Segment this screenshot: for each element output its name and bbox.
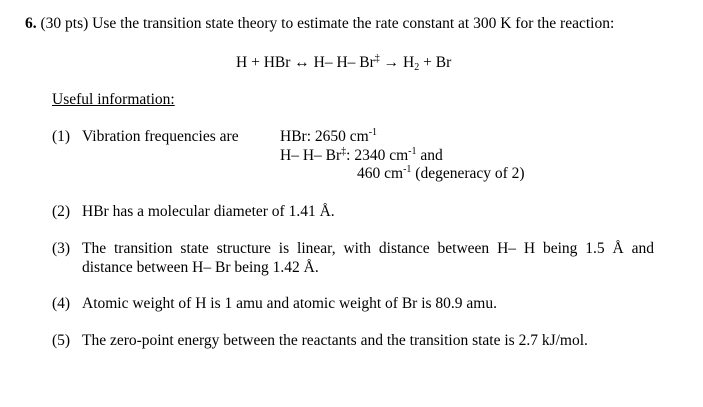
hbr-value <box>315 128 377 145</box>
hbr-frequency <box>280 129 377 145</box>
transition-state <box>314 54 380 71</box>
ts-value-2-note: (degeneracy of 2) <box>415 165 525 182</box>
ts-value-1 <box>354 147 416 164</box>
item-3-text <box>82 241 654 257</box>
item-4-text: Atomic weight of H is 1 amu and atomic weight of Br is 80.9 amu. <box>82 295 497 312</box>
equilibrium-arrow: ↔ <box>294 54 310 71</box>
hbr-value-sup: -1 <box>368 127 378 138</box>
product-h2-subscript: 2 <box>414 62 420 73</box>
item-4-number: (4) <box>52 295 71 312</box>
reactant-hbr: HBr <box>263 54 291 71</box>
item-1-label: Vibration frequencies are <box>82 128 239 145</box>
product-h2 <box>403 54 419 71</box>
ts-value-2 <box>357 165 411 182</box>
ts-frequency-2 <box>357 166 525 182</box>
ts-label-formula: H– H– Br <box>280 147 342 164</box>
useful-info-heading: Useful information: <box>52 91 175 108</box>
problem-number: 6. <box>25 15 37 32</box>
ts-value-1-text: 2340 cm <box>354 147 409 164</box>
reactant-h: H <box>236 54 248 71</box>
ts-label <box>280 147 350 164</box>
plus-sign: + <box>251 54 260 71</box>
hbr-label: HBr: <box>280 128 311 145</box>
problem-prompt: Use the transition state theory to estimate the rate constant at 300 K for the reaction: <box>92 15 615 32</box>
transition-state-formula: H– H– Br <box>313 54 375 71</box>
item-3-line-1: The transition state structure is linear, with distance between H– H being 1.5 Å and <box>82 240 654 257</box>
ts-value-2-text: 460 cm <box>357 165 404 182</box>
product-br: Br <box>435 54 452 71</box>
reaction-equation <box>236 55 451 71</box>
item-3-line-2: distance between H– Br being 1.42 Å. <box>82 259 319 276</box>
problem-header <box>25 16 614 32</box>
problem-points: (30 pts) <box>40 15 89 32</box>
item-5-number: (5) <box>52 332 71 349</box>
forward-arrow: → <box>383 54 400 71</box>
ts-label-colon: : <box>346 147 351 164</box>
item-2-text: HBr has a molecular diameter of 1.41 Å. <box>82 203 335 220</box>
ts-label-mark: ‡ <box>341 146 347 157</box>
product-h2-symbol: H <box>403 54 415 71</box>
item-2-number: (2) <box>52 203 71 220</box>
ts-frequency <box>280 148 443 164</box>
hbr-value-text: 2650 cm <box>314 128 369 145</box>
item-5-text: The zero-point energy between the reactants and the transition state is 2.7 kJ/mol. <box>82 332 588 349</box>
ts-value-2-sup: -1 <box>403 164 412 175</box>
ts-value-1-sup: -1 <box>408 146 417 157</box>
plus-sign: + <box>423 54 432 71</box>
item-3-number: (3) <box>52 240 71 257</box>
item-1-number: (1) <box>52 128 71 145</box>
double-dagger-mark: ‡ <box>374 53 380 64</box>
ts-and: and <box>420 147 443 164</box>
